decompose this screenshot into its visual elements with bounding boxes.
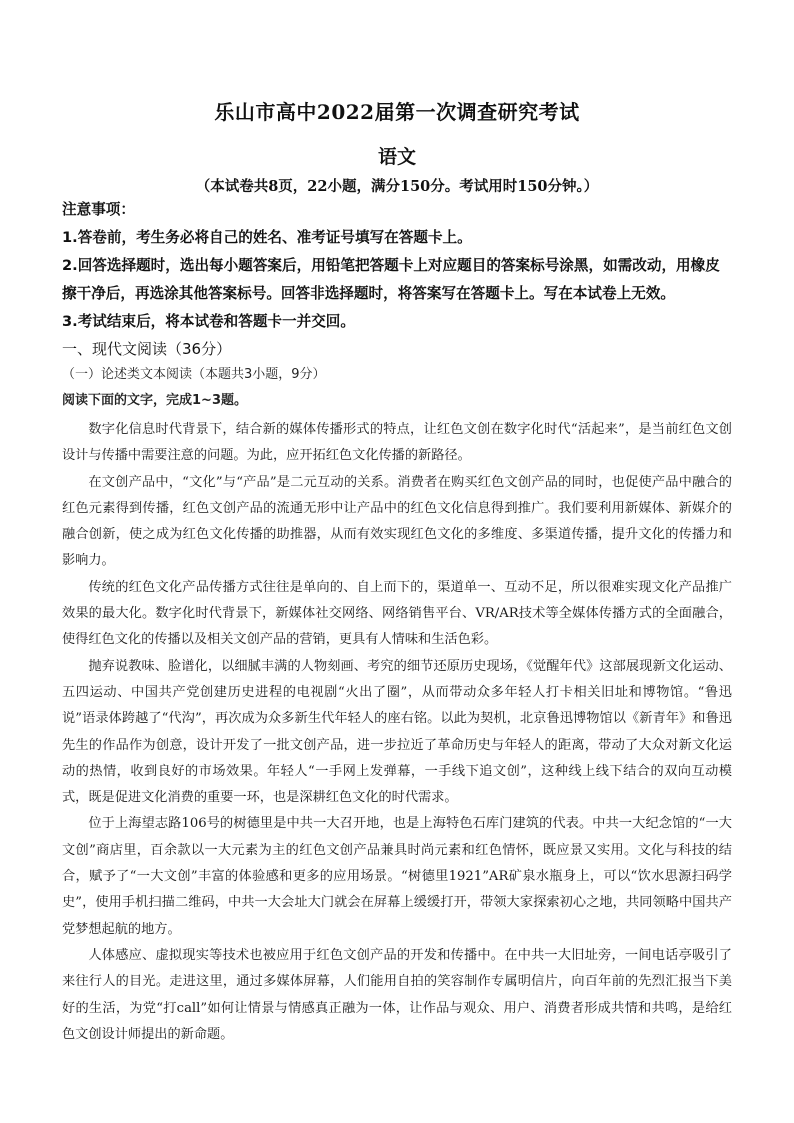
subject-title: 语文	[377, 146, 416, 168]
passage-paragraph: 人体感应、虚拟现实等技术也被应用于红色文创产品的开发和传播中。在中共一大旧址旁，一间电话亭吸引了来往行人的目光。走进这里，通过多媒体屏幕，人们能用自拍的笑容制作专属明信片，向百年前的先烈汇报当下美好的生活，为党“打call”如何让情景与情感真正融为一体，让作品与观众、用户、消费者形成共情和共鸣，是给红色文创设计师提出的新命题。	[62, 947, 732, 1042]
notice-heading: 注意事项：	[62, 201, 135, 218]
section-instruction: 阅读下面的文字，完成1~3题。	[62, 393, 247, 408]
notice-item: 1.答卷前，考生务必将自己的姓名、准考证号填写在答题卡上。	[62, 229, 472, 246]
passage-paragraph: 传统的红色文化产品传播方式往往是单向的、自上而下的，渠道单一、互动不足，所以很难实现文化产品推广效果的最大化。数字化时代背景下，新媒体社交网络、网络销售平台、VR/AR技术等全媒体传播方式的全面融合，使得红色文化的传播以及相关文创产品的营销，更具有人情味和生活色彩。	[62, 579, 732, 648]
passage-paragraph: 在文创产品中，“文化”与“产品”是二元互动的关系。消费者在购买红色文创产品的同时，也促使产品中融合的红色元素得到传播，红色文创产品的流通无形中让产品中的红色文化信息得到推广。我们要利用新媒体、新媒介的融合创新，使之成为红色文化传播的助推器，从而有效实现红色文化的多维度、多渠道传播，提升文化的传播力和影响力。	[62, 474, 732, 569]
notice-item: 2.回答选择题时，选出每小题答案后，用铅笔把答题卡上对应题目的答案标号涂黑，如需改动，用橡皮擦干净后，再选涂其他答案标号。回答非选择题时，将答案写在答题卡上。写在本试卷上无效。	[62, 257, 720, 302]
reading-passage	[62, 417, 732, 1048]
notice-block	[62, 196, 734, 414]
section-subtitle: （一）论述类文本阅读（本题共3小题，9分）	[62, 367, 326, 382]
exam-title: 乐山市高中2022届第一次调查研究考试	[214, 100, 580, 124]
passage-paragraph: 位于上海望志路106号的树德里是中共一大召开地，也是上海特色石库门建筑的代表。中共一大纪念馆的“一大文创”商店里，百余款以一大元素为主的红色文创产品兼具时尚元素和红色情怀，既应景又实用。文化与科技的结合，赋予了“一大文创”丰富的体验感和更多的应用场景。“树德里1921”AR矿泉水瓶身上，可以“饮水思源扫码学史”，使用手机扫描二维码，中共一大会址大门就会在屏幕上缓缓打开，带领大家探索初心之地，共同领略中国共产党梦想起航的地方。	[62, 816, 732, 937]
exam-info: （本试卷共8页，22小题，满分150分。考试用时150分钟。）	[195, 178, 599, 195]
passage-paragraph: 数字化信息时代背景下，结合新的媒体传播形式的特点，让红色文创在数字化时代“活起来”，是当前红色文创设计与传播中需要注意的问题。为此，应开拓红色文化传播的新路径。	[62, 422, 732, 464]
passage-paragraph: 抛弃说教味、脸谱化，以细腻丰满的人物刻画、考究的细节还原历史现场，《觉醒年代》这部展现新文化运动、五四运动、中国共产党创建历史进程的电视剧“火出了圈”，从而带动众多年轻人打卡相关旧址和博物馆。“鲁迅说”语录体跨越了“代沟”，再次成为众多新生代年轻人的座右铭。以此为契机，北京鲁迅博物馆以《新青年》和鲁迅先生的作品作为创意，设计开发了一批文创产品，进一步拉近了革命历史与年轻人的距离，带动了大众对新文化运动的热情，收到良好的市场效果。年轻人“一手网上发弹幕，一手线下追文创”，这种线上线下结合的双向互动模式，既是促进文化消费的重要一环，也是深耕红色文化的时代需求。	[62, 658, 732, 806]
section-title: 一、现代文阅读（36分）	[62, 340, 232, 358]
notice-item: 3.考试结束后，将本试卷和答题卡一并交回。	[62, 313, 355, 330]
